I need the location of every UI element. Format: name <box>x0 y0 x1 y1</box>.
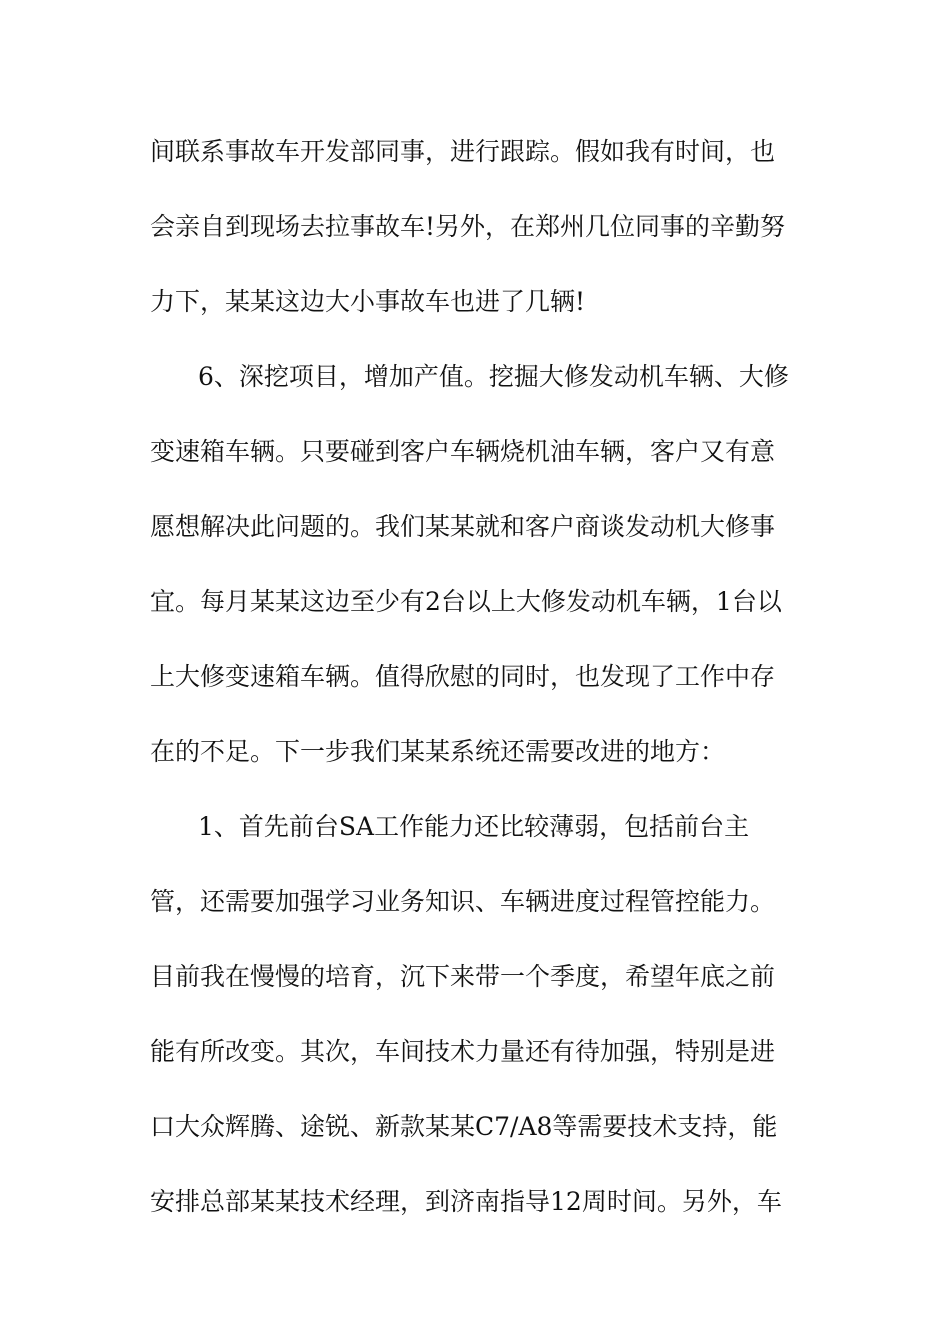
paragraph-line: 口大众辉腾、途锐、新款某某C7/A8等需要技术支持，能 <box>150 1112 778 1141</box>
paragraph-line: 在的不足。下一步我们某某系统还需要改进的地方： <box>150 737 726 766</box>
paragraph-line: 愿想解决此问题的。我们某某就和客户商谈发动机大修事 <box>150 512 776 541</box>
paragraph-line: 会亲自到现场去拉事故车!另外，在郑州几位同事的辛勤努 <box>150 212 786 241</box>
paragraph-line: 安排总部某某技术经理，到济南指导12周时间。另外，车 <box>150 1187 782 1216</box>
paragraph-line: 间联系事故车开发部同事，进行跟踪。假如我有时间，也 <box>150 137 776 166</box>
paragraph-line: 力下，某某这边大小事故车也进了几辆! <box>150 287 586 316</box>
paragraph-line: 变速箱车辆。只要碰到客户车辆烧机油车辆，客户又有意 <box>150 437 776 466</box>
paragraph-line: 能有所改变。其次，车间技术力量还有待加强，特别是进 <box>150 1037 776 1066</box>
paragraph-line: 上大修变速箱车辆。值得欣慰的同时，也发现了工作中存 <box>150 662 776 691</box>
paragraph-line: 目前我在慢慢的培育，沉下来带一个季度，希望年底之前 <box>150 962 776 991</box>
paragraph-line: 宜。每月某某这边至少有2台以上大修发动机车辆，1台以 <box>150 587 782 616</box>
paragraph-line: 管，还需要加强学习业务知识、车辆进度过程管控能力。 <box>150 887 776 916</box>
paragraph-line: 6、深挖项目，增加产值。挖掘大修发动机车辆、大修 <box>198 362 789 391</box>
paragraph-line: 1、首先前台SA工作能力还比较薄弱，包括前台主 <box>198 812 750 841</box>
